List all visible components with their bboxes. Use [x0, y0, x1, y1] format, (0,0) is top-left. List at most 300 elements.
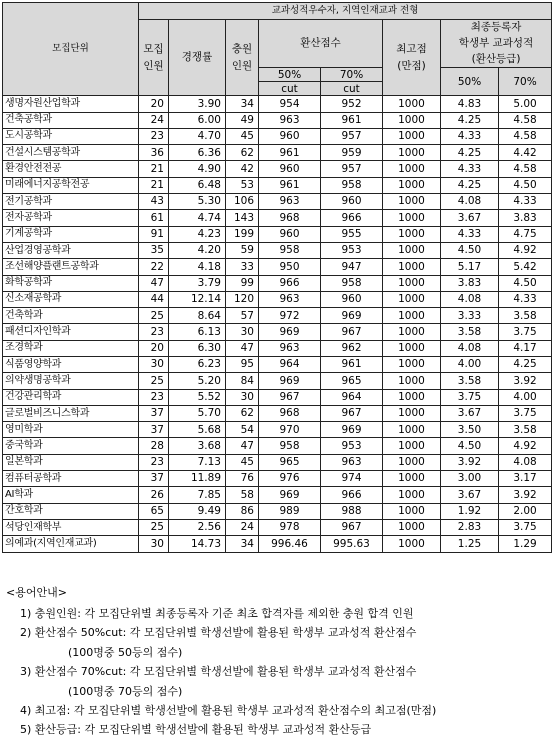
cell-competition: 4.20: [169, 242, 226, 258]
cell-competition: 4.90: [169, 161, 226, 177]
header-final: 최종등록자 학생부 교과성적 (환산등급): [441, 20, 552, 68]
cell-final-grade-70: 1.29: [499, 536, 552, 552]
cell-final-grade-50: 3.00: [441, 471, 499, 487]
cell-max-score: 1000: [383, 422, 441, 438]
cell-max-score: 1000: [383, 454, 441, 470]
cell-competition: 4.74: [169, 210, 226, 226]
table-row: [3, 161, 552, 177]
cell-quota: 23: [139, 454, 169, 470]
cell-competition: 5.52: [169, 389, 226, 405]
cell-unit-name: 산업경영공학과: [3, 242, 139, 258]
cell-unit-name: 일본학과: [3, 454, 139, 470]
cell-unit-name: 조선해양플랜트공학과: [3, 259, 139, 275]
cell-score-50-cut: 958: [259, 242, 321, 258]
cell-quota: 47: [139, 275, 169, 291]
cell-score-50-cut: 968: [259, 210, 321, 226]
cell-score-50-cut: 969: [259, 373, 321, 389]
cell-score-70-cut: 969: [321, 308, 383, 324]
cell-added: 62: [226, 145, 259, 161]
cell-unit-name: 석당인재학부: [3, 519, 139, 535]
cell-score-70-cut: 959: [321, 145, 383, 161]
cell-score-50-cut: 960: [259, 128, 321, 144]
glossary-item-4: 4) 최고점: 각 모집단위별 학생선발에 활용된 학생부 교과성적 환산점수의 최고점(만점): [20, 703, 437, 717]
cell-score-70-cut: 967: [321, 405, 383, 421]
cell-unit-name: 전자공학과: [3, 210, 139, 226]
cell-added: 84: [226, 373, 259, 389]
cell-added: 53: [226, 177, 259, 193]
cell-score-50-cut: 963: [259, 291, 321, 307]
cell-final-grade-70: 5.00: [499, 96, 552, 112]
cell-quota: 37: [139, 471, 169, 487]
cell-score-70-cut: 957: [321, 161, 383, 177]
glossary-item-2: 2) 환산점수 50%cut: 각 모집단위별 학생선발에 활용된 학생부 교과성적 환산점수: [20, 626, 417, 640]
cell-quota: 65: [139, 503, 169, 519]
cell-final-grade-50: 2.83: [441, 519, 499, 535]
cell-score-70-cut: 969: [321, 422, 383, 438]
cell-score-70-cut: 960: [321, 194, 383, 210]
cell-max-score: 1000: [383, 438, 441, 454]
cell-score-70-cut: 947: [321, 259, 383, 275]
cell-score-50-cut: 963: [259, 194, 321, 210]
cell-competition: 4.23: [169, 226, 226, 242]
cell-quota: 20: [139, 96, 169, 112]
cell-competition: 5.68: [169, 422, 226, 438]
cell-unit-name: 조경학과: [3, 340, 139, 356]
cell-added: 33: [226, 259, 259, 275]
cell-added: 24: [226, 519, 259, 535]
cell-final-grade-70: 4.92: [499, 242, 552, 258]
cell-score-50-cut: 958: [259, 438, 321, 454]
cell-final-grade-70: 3.92: [499, 373, 552, 389]
cell-competition: 5.70: [169, 405, 226, 421]
header-score-50-cut: cut: [259, 82, 321, 96]
cell-final-grade-50: 4.08: [441, 194, 499, 210]
cell-final-grade-50: 3.67: [441, 405, 499, 421]
table-row: [3, 454, 552, 470]
cell-final-grade-70: 4.58: [499, 128, 552, 144]
cell-added: 99: [226, 275, 259, 291]
cell-competition: 9.49: [169, 503, 226, 519]
table-row: [3, 340, 552, 356]
cell-score-50-cut: 964: [259, 357, 321, 373]
cell-competition: 2.56: [169, 519, 226, 535]
header-score-70-cut: cut: [321, 82, 383, 96]
table-row: [3, 357, 552, 373]
cell-max-score: 1000: [383, 177, 441, 193]
cell-quota: 24: [139, 112, 169, 128]
cell-score-50-cut: 978: [259, 519, 321, 535]
cell-unit-name: 화학공학과: [3, 275, 139, 291]
glossary-item-5: 5) 환산등급: 각 모집단위별 학생선발에 활용된 학생부 교과성적 환산등급: [20, 723, 372, 737]
cell-score-50-cut: 967: [259, 389, 321, 405]
cell-unit-name: AI학과: [3, 487, 139, 503]
cell-final-grade-50: 3.67: [441, 210, 499, 226]
cell-score-70-cut: 958: [321, 275, 383, 291]
cell-competition: 7.13: [169, 454, 226, 470]
cell-max-score: 1000: [383, 471, 441, 487]
table-row: [3, 291, 552, 307]
cell-final-grade-70: 4.08: [499, 454, 552, 470]
cell-final-grade-70: 3.83: [499, 210, 552, 226]
cell-competition: 4.70: [169, 128, 226, 144]
cell-added: 34: [226, 536, 259, 552]
cell-score-50-cut: 950: [259, 259, 321, 275]
cell-added: 30: [226, 389, 259, 405]
cell-quota: 25: [139, 519, 169, 535]
table-row: [3, 242, 552, 258]
cell-final-grade-50: 1.25: [441, 536, 499, 552]
cell-max-score: 1000: [383, 291, 441, 307]
cell-final-grade-70: 3.75: [499, 405, 552, 421]
header-quota: 모집 인원: [139, 20, 169, 96]
cell-final-grade-50: 3.83: [441, 275, 499, 291]
cell-added: 86: [226, 503, 259, 519]
header-group-title: 교과성적우수자, 지역인재교과 전형: [139, 3, 552, 20]
cell-final-grade-50: 4.33: [441, 161, 499, 177]
cell-quota: 25: [139, 308, 169, 324]
cell-score-70-cut: 988: [321, 503, 383, 519]
header-final-70: 70%: [499, 68, 552, 96]
cell-max-score: 1000: [383, 145, 441, 161]
cell-max-score: 1000: [383, 308, 441, 324]
cell-quota: 37: [139, 405, 169, 421]
cell-max-score: 1000: [383, 96, 441, 112]
cell-score-50-cut: 954: [259, 96, 321, 112]
table-row: [3, 194, 552, 210]
cell-final-grade-70: 4.33: [499, 194, 552, 210]
cell-unit-name: 건설시스템공학과: [3, 145, 139, 161]
header-score-50: 50%: [259, 68, 321, 82]
cell-score-70-cut: 957: [321, 128, 383, 144]
glossary: [6, 584, 546, 740]
cell-unit-name: 의예과(지역인재교과): [3, 536, 139, 552]
cell-competition: 3.79: [169, 275, 226, 291]
cell-score-50-cut: 972: [259, 308, 321, 324]
cell-added: 45: [226, 454, 259, 470]
cell-quota: 43: [139, 194, 169, 210]
cell-quota: 28: [139, 438, 169, 454]
cell-quota: 20: [139, 340, 169, 356]
cell-unit-name: 신소재공학과: [3, 291, 139, 307]
cell-score-50-cut: 969: [259, 487, 321, 503]
cell-unit-name: 식품영양학과: [3, 357, 139, 373]
cell-unit-name: 글로벌비즈니스학과: [3, 405, 139, 421]
cell-quota: 61: [139, 210, 169, 226]
cell-competition: 6.00: [169, 112, 226, 128]
cell-final-grade-70: 4.75: [499, 226, 552, 242]
cell-final-grade-50: 4.08: [441, 340, 499, 356]
table-row: [3, 112, 552, 128]
cell-final-grade-50: 4.25: [441, 112, 499, 128]
cell-unit-name: 환경안전전공: [3, 161, 139, 177]
cell-final-grade-70: 3.92: [499, 487, 552, 503]
cell-score-70-cut: 961: [321, 357, 383, 373]
cell-final-grade-50: 4.00: [441, 357, 499, 373]
cell-score-50-cut: 960: [259, 226, 321, 242]
cell-competition: 6.36: [169, 145, 226, 161]
cell-quota: 25: [139, 373, 169, 389]
cell-added: 47: [226, 438, 259, 454]
cell-final-grade-50: 4.83: [441, 96, 499, 112]
cell-added: 57: [226, 308, 259, 324]
cell-max-score: 1000: [383, 194, 441, 210]
cell-quota: 23: [139, 128, 169, 144]
cell-final-grade-70: 4.50: [499, 177, 552, 193]
cell-final-grade-50: 4.50: [441, 438, 499, 454]
cell-score-50-cut: 960: [259, 161, 321, 177]
cell-max-score: 1000: [383, 389, 441, 405]
cell-unit-name: 중국학과: [3, 438, 139, 454]
cell-competition: 7.85: [169, 487, 226, 503]
cell-score-50-cut: 996.46: [259, 536, 321, 552]
cell-final-grade-50: 3.58: [441, 324, 499, 340]
cell-competition: 3.68: [169, 438, 226, 454]
cell-max-score: 1000: [383, 242, 441, 258]
glossary-title: <용어안내>: [6, 586, 67, 599]
cell-max-score: 1000: [383, 128, 441, 144]
cell-added: 30: [226, 324, 259, 340]
cell-quota: 44: [139, 291, 169, 307]
cell-final-grade-50: 4.25: [441, 177, 499, 193]
cell-competition: 5.30: [169, 194, 226, 210]
cell-final-grade-70: 4.42: [499, 145, 552, 161]
cell-unit-name: 패션디자인학과: [3, 324, 139, 340]
cell-quota: 22: [139, 259, 169, 275]
cell-score-70-cut: 964: [321, 389, 383, 405]
cell-unit-name: 간호학과: [3, 503, 139, 519]
cell-final-grade-70: 3.58: [499, 308, 552, 324]
cell-max-score: 1000: [383, 487, 441, 503]
cell-quota: 30: [139, 357, 169, 373]
cell-score-50-cut: 969: [259, 324, 321, 340]
table-row: [3, 471, 552, 487]
cell-competition: 8.64: [169, 308, 226, 324]
cell-score-70-cut: 966: [321, 210, 383, 226]
cell-unit-name: 미래에너지공학전공: [3, 177, 139, 193]
cell-final-grade-50: 3.50: [441, 422, 499, 438]
cell-max-score: 1000: [383, 275, 441, 291]
cell-unit-name: 생명자원산업학과: [3, 96, 139, 112]
cell-added: 58: [226, 487, 259, 503]
cell-competition: 4.18: [169, 259, 226, 275]
cell-quota: 21: [139, 177, 169, 193]
cell-quota: 23: [139, 324, 169, 340]
cell-added: 95: [226, 357, 259, 373]
table-row: [3, 373, 552, 389]
cell-competition: 6.48: [169, 177, 226, 193]
cell-added: 42: [226, 161, 259, 177]
cell-added: 47: [226, 340, 259, 356]
cell-max-score: 1000: [383, 324, 441, 340]
cell-final-grade-50: 4.50: [441, 242, 499, 258]
cell-score-50-cut: 966: [259, 275, 321, 291]
cell-final-grade-70: 4.00: [499, 389, 552, 405]
cell-score-70-cut: 961: [321, 112, 383, 128]
cell-final-grade-70: 4.58: [499, 161, 552, 177]
table-row: [3, 226, 552, 242]
cell-final-grade-50: 3.75: [441, 389, 499, 405]
table-row: [3, 324, 552, 340]
cell-unit-name: 의약생명공학과: [3, 373, 139, 389]
cell-final-grade-50: 4.25: [441, 145, 499, 161]
cell-score-70-cut: 965: [321, 373, 383, 389]
table-row: [3, 438, 552, 454]
cell-competition: 6.13: [169, 324, 226, 340]
cell-score-70-cut: 995.63: [321, 536, 383, 552]
cell-competition: 12.14: [169, 291, 226, 307]
glossary-item-3-detail: (100명중 70등의 점수): [68, 684, 183, 698]
table-row: [3, 405, 552, 421]
cell-added: 45: [226, 128, 259, 144]
cell-final-grade-50: 3.67: [441, 487, 499, 503]
glossary-item-2-detail: (100명중 50등의 점수): [68, 645, 183, 659]
cell-quota: 36: [139, 145, 169, 161]
cell-added: 54: [226, 422, 259, 438]
cell-added: 49: [226, 112, 259, 128]
cell-final-grade-70: 3.17: [499, 471, 552, 487]
cell-added: 34: [226, 96, 259, 112]
table-row: [3, 128, 552, 144]
cell-quota: 35: [139, 242, 169, 258]
cell-score-50-cut: 963: [259, 112, 321, 128]
cell-final-grade-70: 3.75: [499, 519, 552, 535]
table-row: [3, 503, 552, 519]
cell-score-70-cut: 953: [321, 242, 383, 258]
cell-score-50-cut: 961: [259, 145, 321, 161]
cell-unit-name: 전기공학과: [3, 194, 139, 210]
cell-score-50-cut: 961: [259, 177, 321, 193]
cell-competition: 5.20: [169, 373, 226, 389]
cell-competition: 6.23: [169, 357, 226, 373]
cell-quota: 37: [139, 422, 169, 438]
cell-score-70-cut: 967: [321, 519, 383, 535]
cell-score-70-cut: 974: [321, 471, 383, 487]
header-competition: 경쟁률: [169, 20, 226, 96]
cell-max-score: 1000: [383, 340, 441, 356]
cell-quota: 21: [139, 161, 169, 177]
cell-score-70-cut: 952: [321, 96, 383, 112]
cell-competition: 6.30: [169, 340, 226, 356]
cell-final-grade-70: 5.42: [499, 259, 552, 275]
cell-score-70-cut: 962: [321, 340, 383, 356]
cell-max-score: 1000: [383, 357, 441, 373]
cell-max-score: 1000: [383, 259, 441, 275]
cell-final-grade-70: 2.00: [499, 503, 552, 519]
cell-unit-name: 건축공학과: [3, 112, 139, 128]
header-score-70: 70%: [321, 68, 383, 82]
cell-competition: 14.73: [169, 536, 226, 552]
header-unit: 모집단위: [3, 3, 139, 96]
cell-final-grade-50: 4.08: [441, 291, 499, 307]
cell-final-grade-70: 4.33: [499, 291, 552, 307]
cell-score-50-cut: 976: [259, 471, 321, 487]
cell-final-grade-70: 4.17: [499, 340, 552, 356]
glossary-item-3: 3) 환산점수 70%cut: 각 모집단위별 학생선발에 활용된 학생부 교과성적 환산점수: [20, 665, 417, 679]
cell-score-70-cut: 958: [321, 177, 383, 193]
cell-final-grade-50: 4.33: [441, 226, 499, 242]
cell-final-grade-50: 5.17: [441, 259, 499, 275]
cell-max-score: 1000: [383, 373, 441, 389]
table-row: [3, 96, 552, 112]
cell-final-grade-50: 3.58: [441, 373, 499, 389]
cell-unit-name: 영미학과: [3, 422, 139, 438]
cell-score-70-cut: 960: [321, 291, 383, 307]
table-row: [3, 536, 552, 552]
cell-max-score: 1000: [383, 503, 441, 519]
cell-unit-name: 기계공학과: [3, 226, 139, 242]
table-row: [3, 519, 552, 535]
cell-score-50-cut: 989: [259, 503, 321, 519]
cell-added: 199: [226, 226, 259, 242]
cell-score-50-cut: 963: [259, 340, 321, 356]
table-row: [3, 177, 552, 193]
cell-final-grade-70: 4.50: [499, 275, 552, 291]
table-row: [3, 210, 552, 226]
cell-unit-name: 도시공학과: [3, 128, 139, 144]
cell-score-50-cut: 965: [259, 454, 321, 470]
cell-final-grade-70: 4.25: [499, 357, 552, 373]
cell-score-70-cut: 963: [321, 454, 383, 470]
cell-max-score: 1000: [383, 405, 441, 421]
table-body: [3, 96, 552, 552]
cell-competition: 3.90: [169, 96, 226, 112]
cell-max-score: 1000: [383, 210, 441, 226]
cell-unit-name: 건강관리학과: [3, 389, 139, 405]
cell-unit-name: 건축학과: [3, 308, 139, 324]
cell-max-score: 1000: [383, 161, 441, 177]
cell-final-grade-50: 1.92: [441, 503, 499, 519]
header-max: 최고점 (만점): [383, 20, 441, 96]
cell-score-50-cut: 970: [259, 422, 321, 438]
cell-added: 76: [226, 471, 259, 487]
cell-final-grade-50: 4.33: [441, 128, 499, 144]
header-final-50: 50%: [441, 68, 499, 96]
cell-score-70-cut: 953: [321, 438, 383, 454]
table-row: [3, 389, 552, 405]
table-row: [3, 487, 552, 503]
table-row: [3, 275, 552, 291]
header-score: 환산점수: [259, 20, 383, 68]
cell-added: 143: [226, 210, 259, 226]
cell-max-score: 1000: [383, 536, 441, 552]
cell-score-50-cut: 968: [259, 405, 321, 421]
cell-max-score: 1000: [383, 226, 441, 242]
cell-added: 59: [226, 242, 259, 258]
header-added: 충원 인원: [226, 20, 259, 96]
table-row: [3, 145, 552, 161]
table-row: [3, 422, 552, 438]
cell-competition: 11.89: [169, 471, 226, 487]
cell-added: 62: [226, 405, 259, 421]
cell-quota: 30: [139, 536, 169, 552]
cell-unit-name: 컴퓨터공학과: [3, 471, 139, 487]
admission-results-table: [2, 2, 552, 553]
cell-final-grade-70: 4.92: [499, 438, 552, 454]
cell-max-score: 1000: [383, 112, 441, 128]
table-row: [3, 259, 552, 275]
cell-final-grade-70: 4.58: [499, 112, 552, 128]
cell-score-70-cut: 967: [321, 324, 383, 340]
cell-quota: 26: [139, 487, 169, 503]
cell-added: 106: [226, 194, 259, 210]
cell-score-70-cut: 966: [321, 487, 383, 503]
cell-max-score: 1000: [383, 519, 441, 535]
cell-final-grade-70: 3.58: [499, 422, 552, 438]
cell-final-grade-70: 3.75: [499, 324, 552, 340]
cell-score-70-cut: 955: [321, 226, 383, 242]
glossary-item-1: 1) 충원인원: 각 모집단위별 최종등록자 기준 최초 합격자를 제외한 충원 합격 인원: [20, 607, 414, 620]
cell-quota: 23: [139, 389, 169, 405]
